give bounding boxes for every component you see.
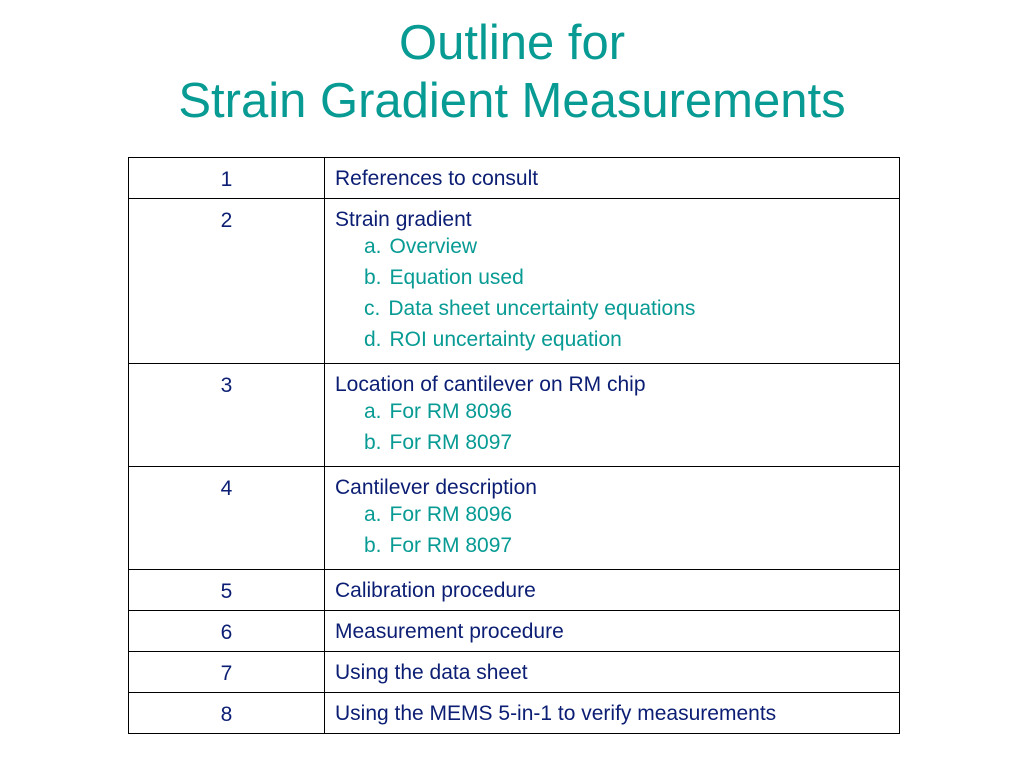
row-topic: Using the MEMS 5-in-1 to verify measurements xyxy=(335,702,777,725)
row-number: 5 xyxy=(129,570,325,611)
outline-row xyxy=(129,199,900,364)
row-topic: Calibration procedure xyxy=(335,579,536,602)
subtopic-list xyxy=(335,396,889,458)
outline-row xyxy=(129,693,900,734)
subtopic-item xyxy=(335,231,889,262)
outline-row xyxy=(129,364,900,467)
subtopic-letter: c. xyxy=(364,297,381,320)
outline-table-body xyxy=(129,158,900,734)
row-topic: References to consult xyxy=(335,167,539,190)
row-description xyxy=(325,158,900,199)
subtopic-text: For RM 8097 xyxy=(389,534,513,557)
subtopic-letter: b. xyxy=(364,266,382,289)
row-topic: Strain gradient xyxy=(335,208,472,231)
outline-row xyxy=(129,652,900,693)
subtopic-item xyxy=(335,499,889,530)
row-description xyxy=(325,570,900,611)
subtopic-item xyxy=(335,293,889,324)
row-description xyxy=(325,364,900,467)
subtopic-list xyxy=(335,499,889,561)
subtopic-text: Data sheet uncertainty equations xyxy=(388,297,696,320)
subtopic-item xyxy=(335,427,889,458)
outline-row xyxy=(129,467,900,570)
subtopic-item xyxy=(335,396,889,427)
row-topic: Measurement procedure xyxy=(335,620,564,643)
row-description xyxy=(325,611,900,652)
row-description xyxy=(325,199,900,364)
title-line-1: Outline for xyxy=(398,16,626,70)
subtopic-item xyxy=(335,324,889,355)
row-description xyxy=(325,467,900,570)
row-description xyxy=(325,652,900,693)
row-description xyxy=(325,693,900,734)
subtopic-text: Overview xyxy=(389,235,478,258)
outline-row xyxy=(129,570,900,611)
row-number: 7 xyxy=(129,652,325,693)
subtopic-text: For RM 8097 xyxy=(389,431,513,454)
subtopic-letter: a. xyxy=(364,235,382,258)
row-topic: Cantilever description xyxy=(335,476,537,499)
outline-table xyxy=(128,157,900,734)
subtopic-letter: a. xyxy=(364,503,382,526)
title-line-2: Strain Gradient Measurements xyxy=(178,74,846,128)
slide-title xyxy=(0,14,1024,130)
row-number: 1 xyxy=(129,158,325,199)
row-number: 4 xyxy=(129,467,325,570)
subtopic-text: For RM 8096 xyxy=(389,503,513,526)
subtopic-text: ROI uncertainty equation xyxy=(389,328,622,351)
subtopic-item xyxy=(335,262,889,293)
row-topic: Location of cantilever on RM chip xyxy=(335,373,646,396)
subtopic-letter: b. xyxy=(364,431,382,454)
subtopic-item xyxy=(335,530,889,561)
outline-row xyxy=(129,158,900,199)
subtopic-letter: b. xyxy=(364,534,382,557)
subtopic-list xyxy=(335,231,889,355)
row-number: 3 xyxy=(129,364,325,467)
subtopic-text: Equation used xyxy=(389,266,524,289)
row-number: 2 xyxy=(129,199,325,364)
subtopic-letter: d. xyxy=(364,328,382,351)
subtopic-letter: a. xyxy=(364,400,382,423)
row-topic: Using the data sheet xyxy=(335,661,528,684)
row-number: 6 xyxy=(129,611,325,652)
row-number: 8 xyxy=(129,693,325,734)
outline-row xyxy=(129,611,900,652)
subtopic-text: For RM 8096 xyxy=(389,400,513,423)
